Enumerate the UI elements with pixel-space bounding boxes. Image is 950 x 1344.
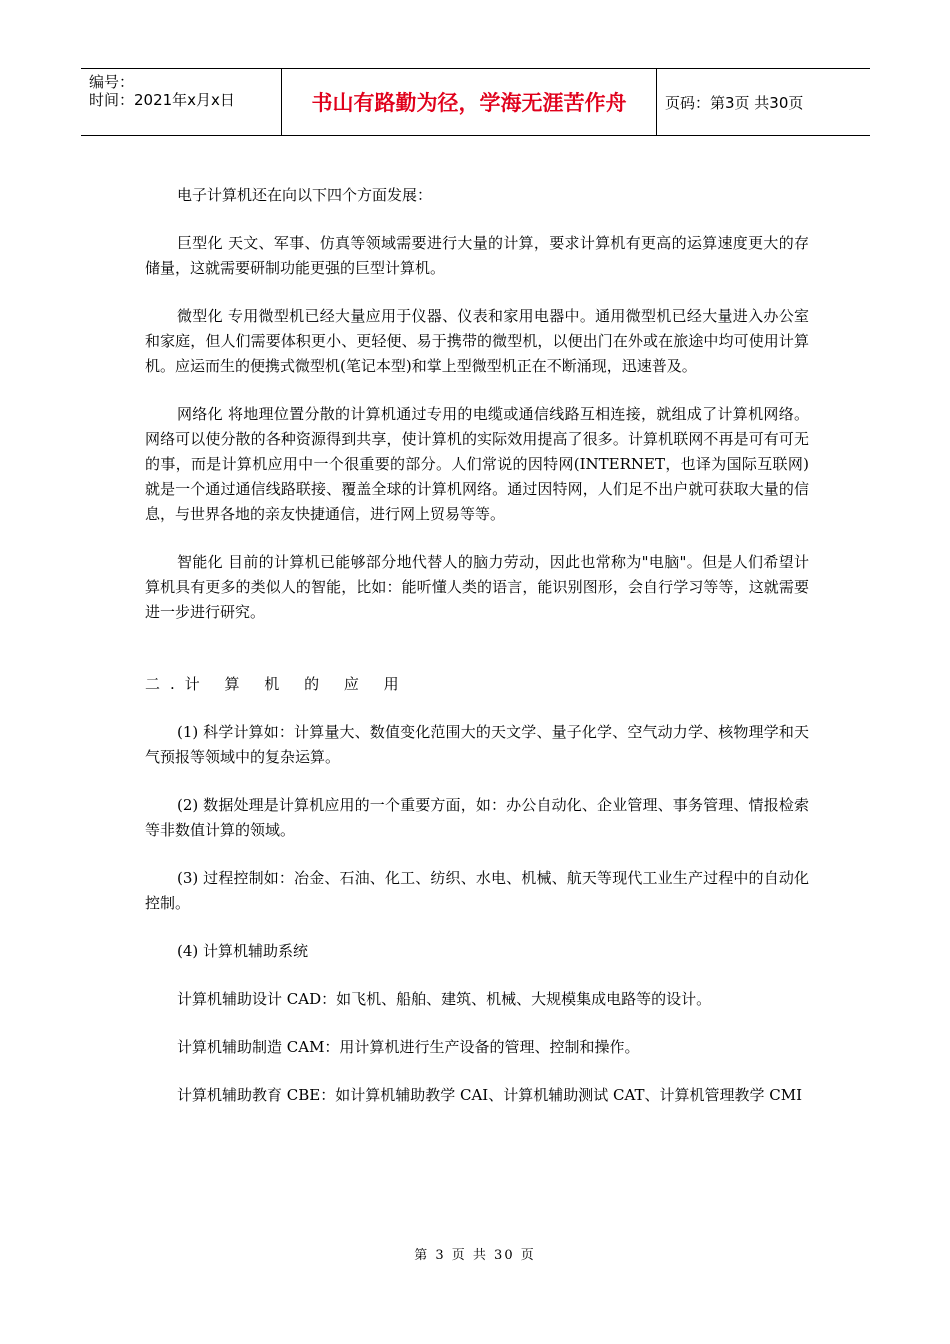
list-item-control: (3) 过程控制如：冶金、石油、化工、纺织、水电、机械、航天等现代工业生产过程中的自动化控制。: [145, 869, 809, 912]
header-motto: 书山有路勤为径，学海无涯苦作舟: [281, 69, 657, 135]
paragraph-micro: 微型化 专用微型机已经大量应用于仪器、仪表和家用电器中。通用微型机已经大量进入办公室和家庭，但人们需要体积更小、更轻便、易于携带的微型机，以便出门在外或在旅途中均可使用计算机。应运而生的便携式微型机(笔记本型)和掌上型微型机正在不断涌现，迅速普及。: [145, 307, 809, 375]
paragraph-cam: 计算机辅助制造 CAM：用计算机进行生产设备的管理、控制和操作。: [177, 1038, 640, 1056]
paragraph-cbe: 计算机辅助教育 CBE：如计算机辅助教学 CAI、计算机辅助测试 CAT、计算机管理教学 CMI: [177, 1086, 803, 1104]
list-item-science: (1) 科学计算如：计算量大、数值变化范围大的天文学、量子化学、空气动力学、核物理学和天气预报等领域中的复杂运算。: [145, 723, 809, 766]
header-meta: [81, 69, 281, 135]
section-title: 二.计 算 机 的 应 用: [145, 675, 409, 693]
date-line: 时间：2021年x月x日: [89, 91, 235, 109]
paragraph-network: 网络化 将地理位置分散的计算机通过专用的电缆或通信线路互相连接，就组成了计算机网络。网络可以使分散的各种资源得到共享，使计算机的实际效用提高了很多。计算机联网不再是可有可无的事，而是计算机应用中一个很重要的部分。人们常说的因特网(INTERNET，也译为国际互联网)就是一个通过通信线路联接、覆盖全球的计算机网络。通过因特网，人们足不出户就可获取大量的信息，与世界各地的亲友快捷通信，进行网上贸易等等。: [145, 405, 809, 523]
header-page-info: 页码：第3页 共30页: [665, 93, 804, 112]
paragraph-intelligent: 智能化 目前的计算机已能够部分地代替人的脑力劳动，因此也常称为"电脑"。但是人们希望计算机具有更多的类似人的智能，比如：能听懂人类的语言，能识别图形，会自行学习等等，这就需要进一步进行研究。: [145, 553, 809, 621]
number-label: 编号：: [89, 73, 135, 91]
page-header: [81, 68, 870, 136]
list-item-data: (2) 数据处理是计算机应用的一个重要方面，如：办公自动化、企业管理、事务管理、情报检索等非数值计算的领域。: [145, 796, 809, 839]
paragraph-giant: 巨型化 天文、军事、仿真等领域需要进行大量的计算，要求计算机有更高的运算速度更大的存储量，这就需要研制功能更强的巨型计算机。: [145, 234, 809, 277]
list-item-assist: (4) 计算机辅助系统: [177, 942, 309, 960]
document-body: [145, 183, 809, 1131]
intro-paragraph: 电子计算机还在向以下四个方面发展：: [177, 186, 433, 204]
paragraph-cad: 计算机辅助设计 CAD：如飞机、船舶、建筑、机械、大规模集成电路等的设计。: [177, 990, 712, 1008]
page-footer: 第 3 页 共 30 页: [414, 1248, 536, 1263]
